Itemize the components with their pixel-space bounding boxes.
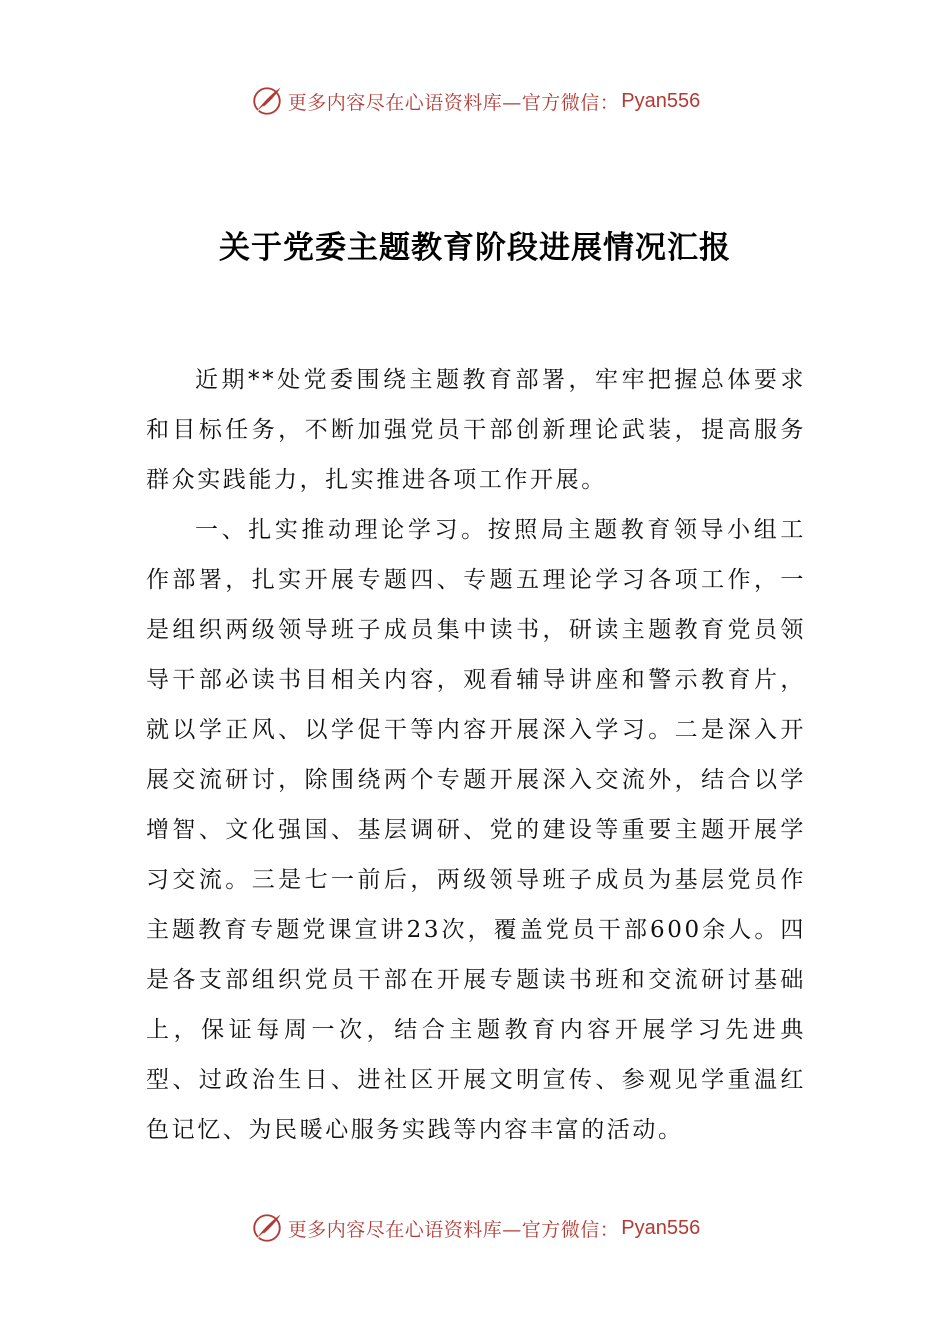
watermark-wechat-id: Pyan556	[621, 1216, 701, 1239]
paragraph-intro: 近期**处党委围绕主题教育部署，牢牢把握总体要求和目标任务，不断加强党员干部创新理论武装，提高服务群众实践能力，扎实推进各项工作开展。	[146, 367, 806, 493]
footer-watermark	[0, 1211, 950, 1245]
header-watermark	[0, 84, 950, 118]
document-title: 关于党委主题教育阶段进展情况汇报	[219, 230, 731, 266]
paragraph-theory-study: 一、扎实推动理论学习。按照局主题教育领导小组工作部署，扎实开展专题四、专题五理论学习各项工作，一是组织两级领导班子成员集中读书，研读主题教育党员领导干部必读书目相关内容，观看辅导讲座和警示教育片，就以学正风、以学促干等内容开展深入学习。二是深入开展交流研讨，除围绕两个专题开展深入交流外，结合以学增智、文化强国、基层调研、党的建设等重要主题开展学习交流。三是七一前后，两级领导班子成员为基层党员作主题教育专题党课宣讲23次，覆盖党员干部600余人。四是各支部组织党员干部在开展专题读书班和交流研讨基础上，保证每周一次，结合主题教育内容开展学习先进典型、过政治生日、进社区开展文明宣传、参观见学重温红色记忆、为民暖心服务实践等内容丰富的活动。	[146, 517, 806, 1143]
watermark-text: 更多内容尽在心语资料库—官方微信：	[287, 1218, 620, 1241]
watermark-wechat-id: Pyan556	[621, 89, 701, 112]
document-body	[146, 355, 806, 1155]
quill-logo-icon	[250, 84, 284, 118]
quill-logo-icon	[250, 1211, 284, 1245]
watermark-text: 更多内容尽在心语资料库—官方微信：	[287, 91, 620, 114]
